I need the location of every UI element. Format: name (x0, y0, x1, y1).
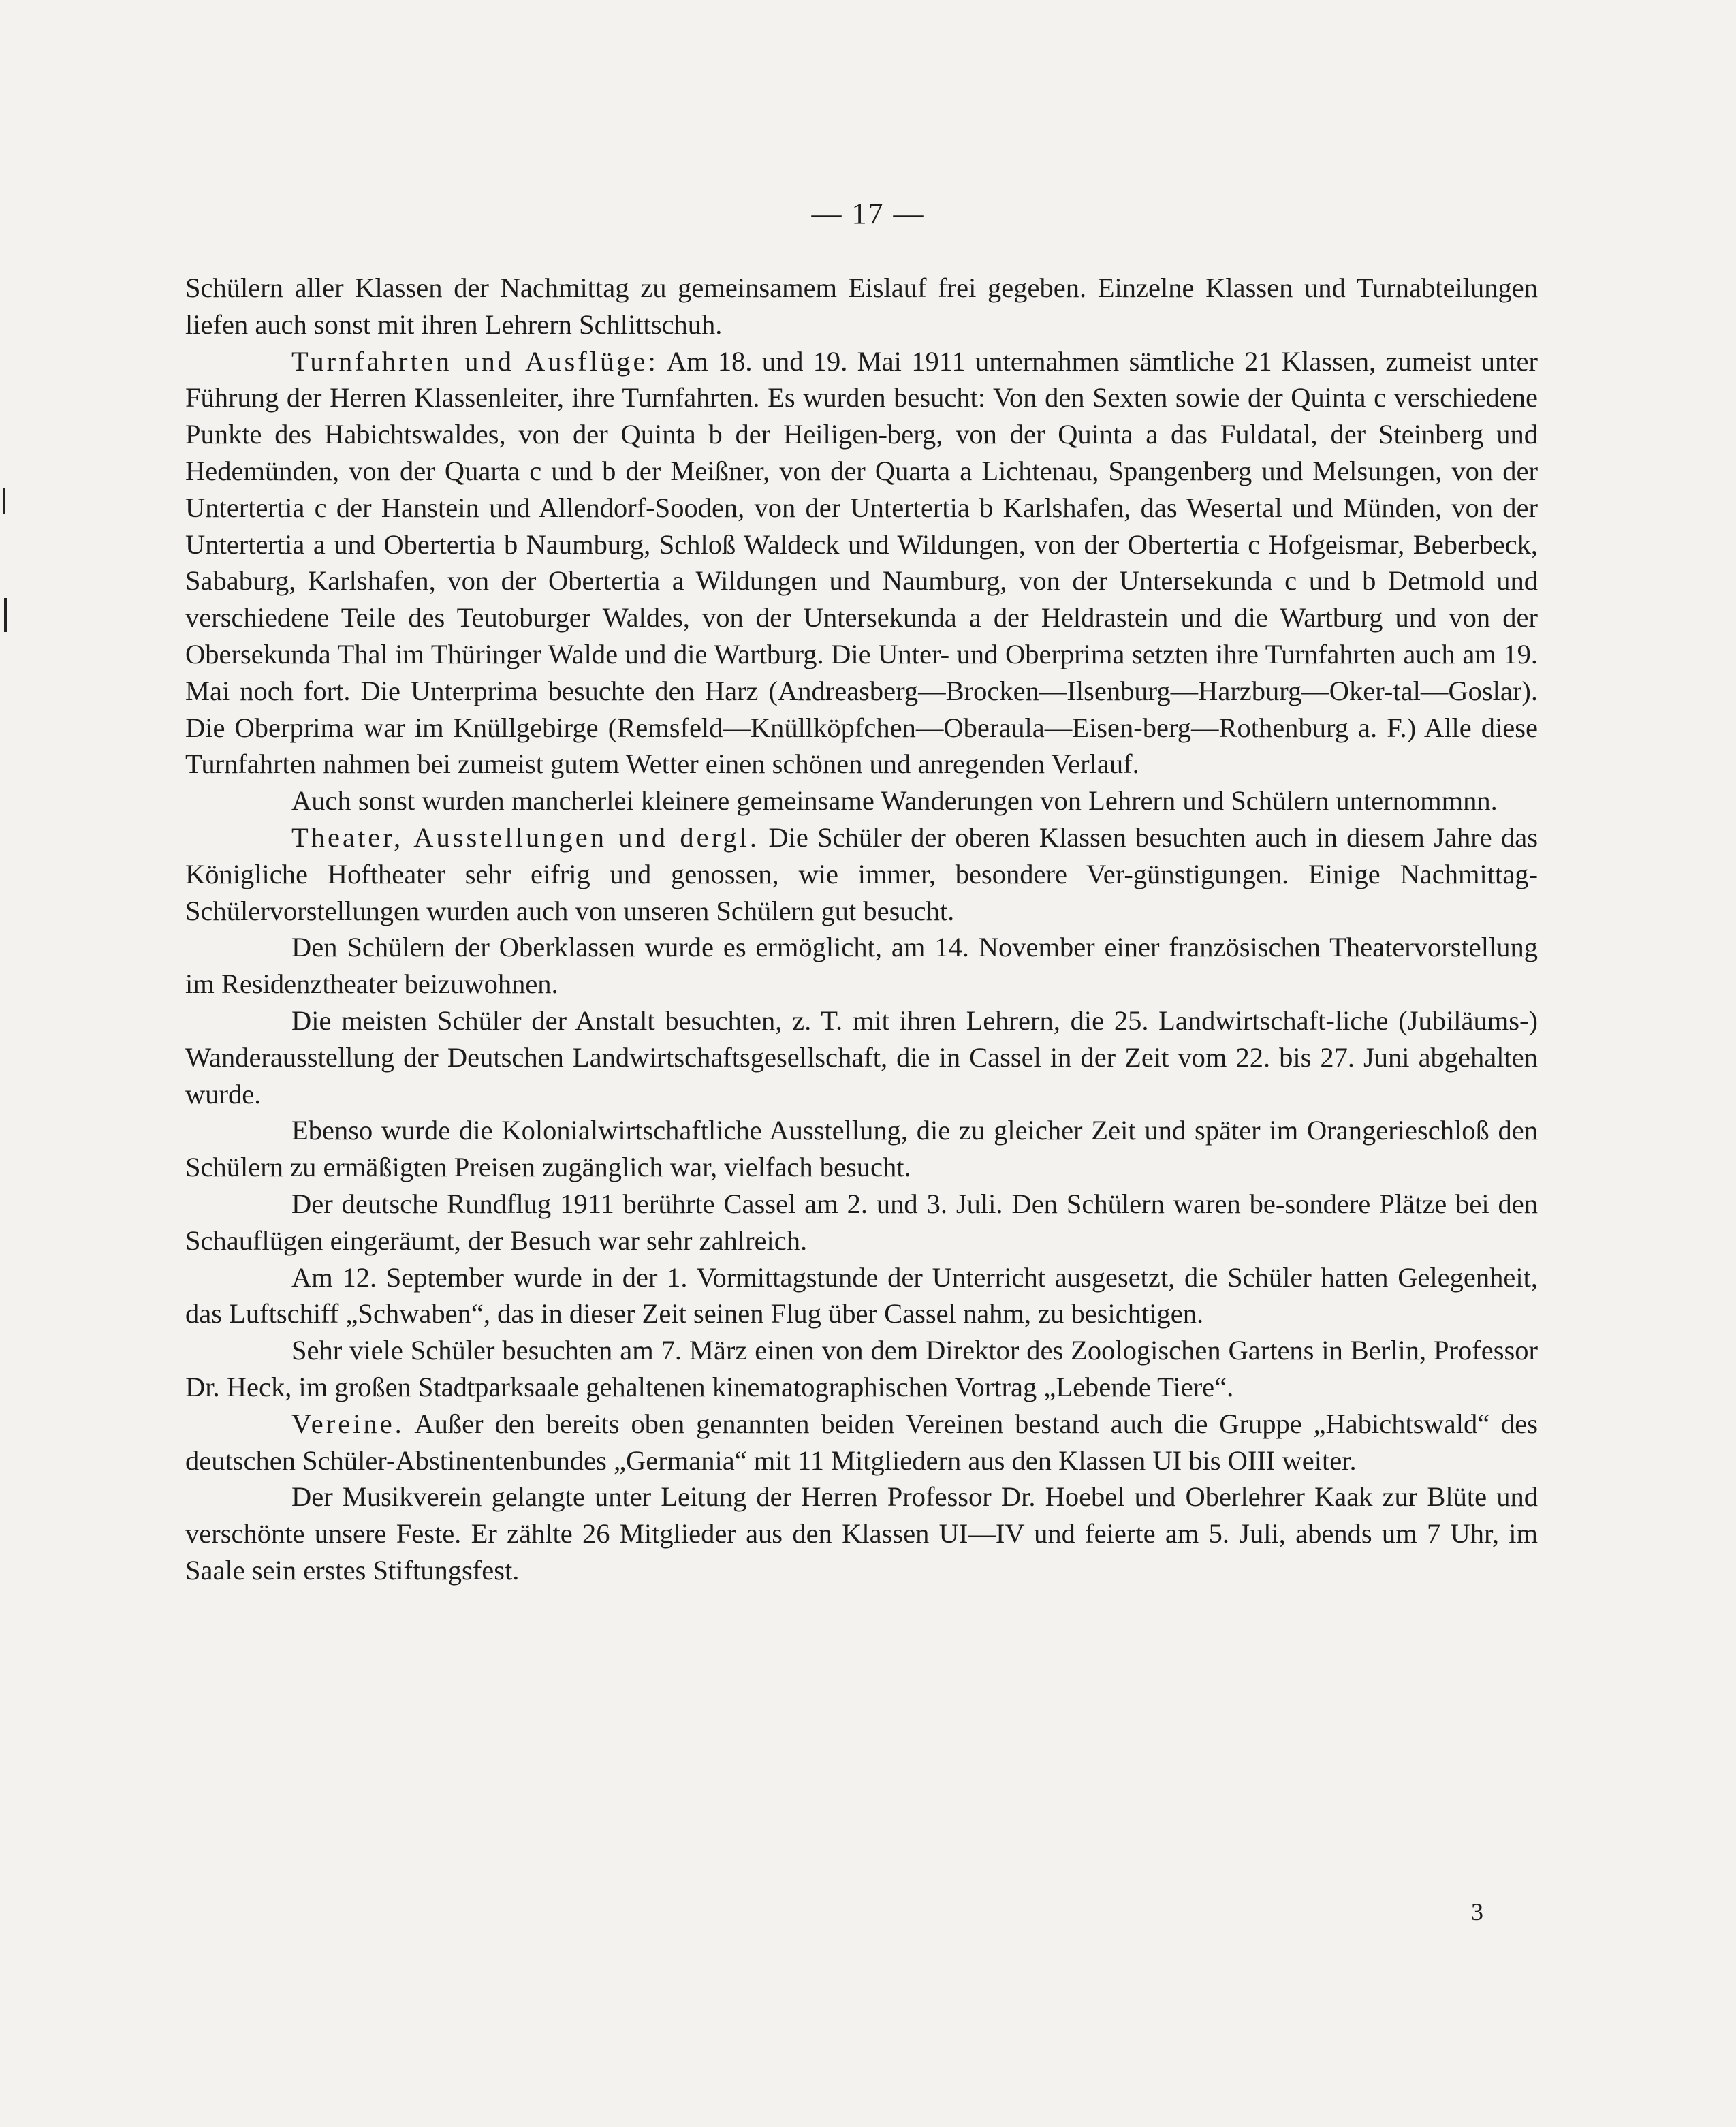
paragraph-eislauf (185, 270, 1538, 343)
paragraph-wanderungen (185, 783, 1538, 819)
section-heading: Turnfahrten und Ausflüge: (291, 345, 659, 377)
paragraph-text: Sehr viele Schüler besuchten am 7. März einen von dem Direktor des Zoologischen Gartens in Berlin, Professor Dr. Heck, im großen Stadtparksaale gehaltenen kinematographischen Vortrag „Lebende Tiere“. (185, 1335, 1538, 1402)
section-heading: Theater, Ausstellungen und dergl. (291, 821, 759, 853)
paragraph-text: Auch sonst wurden mancherlei kleinere gemeinsame Wanderungen von Lehrern und Schülern unternommnn. (291, 785, 1498, 817)
margin-mark (4, 598, 7, 632)
section-heading: Vereine. (291, 1408, 405, 1439)
page-number: — 17 — (811, 197, 925, 230)
paragraph-text: Der deutsche Rundflug 1911 berührte Cassel am 2. und 3. Juli. Den Schülern waren be-sondere Plätze bei den Schauflügen eingeräumt, der Besuch war sehr zahlreich. (185, 1188, 1538, 1256)
paragraph-landwirtschaft (185, 1003, 1538, 1112)
paragraph-text: Schülern aller Klassen der Nachmittag zu gemeinsamem Eislauf frei gegeben. Einzelne Klassen und Turnabteilungen liefen auch sonst mit ihren Lehrern Schlittschuh. (185, 272, 1538, 340)
paragraph-vortrag (185, 1332, 1538, 1406)
paragraph-text: Den Schülern der Oberklassen wurde es ermöglicht, am 14. November einer französischen Theatervorstellung im Residenztheater beizuwohnen. (185, 932, 1538, 1000)
margin-mark (3, 488, 5, 514)
paragraph-kolonial (185, 1112, 1538, 1186)
paragraph-franzoesisches-theater (185, 929, 1538, 1003)
paragraph-text: Außer den bereits oben genannten beiden Vereinen bestand auch die Gruppe „Habichtswald“ des deutschen Schüler-Abstinentenbundes „Germania“ mit 11 Mitgliedern aus den Klassen UI bis OIII weiter. (185, 1408, 1538, 1476)
signature-mark: 3 (1471, 1898, 1483, 1925)
paragraph-text: Ebenso wurde die Kolonialwirtschaftliche Ausstellung, die zu gleicher Zeit und später im Orangerieschloß den Schülern zu ermäßigten Preisen zugänglich war, vielfach besucht. (185, 1115, 1538, 1183)
paragraph-musikverein (185, 1479, 1538, 1588)
body-text (185, 270, 1538, 1589)
paragraph-rundflug (185, 1186, 1538, 1259)
paragraph-vereine (185, 1406, 1538, 1479)
paragraph-text: Der Musikverein gelangte unter Leitung der Herren Professor Dr. Hoebel und Oberlehrer Kaak zur Blüte und verschönte unsere Feste. Er zählte 26 Mitglieder aus den Klassen UI—IV und feierte am 5. Juli, abends um 7 Uhr, im Saale sein erstes Stiftungsfest. (185, 1481, 1538, 1586)
paragraph-text: Am 18. und 19. Mai 1911 unternahmen sämtliche 21 Klassen, zumeist unter Führung der Herren Klassenleiter, ihre Turnfahrten. Es wurden besucht: Von den Sexten sowie der Quinta c verschiedene Punkte des Habichtswaldes, von der Quinta b der Heiligen-berg, von der Quinta a das Fuldatal, der Steinberg und Hedemünden, von der Quarta c und b der Meißner, von der Quarta a Lichtenau, Spangenberg und Melsungen, von der Untertertia c der Hanstein und Allendorf-Sooden, von der Untertertia b Karlshafen, das Wesertal und Münden, von der Untertertia a und Obertertia b Naumburg, Schloß Waldeck und Wildungen, von der Obertertia c Hofgeismar, Beberbeck, Sababurg, Karlshafen, von der Obertertia a Wildungen und Naumburg, von der Untersekunda c und b Detmold und verschiedene Teile des Teutoburger Waldes, von der Untersekunda a der Heldrastein und die Wartburg und von der Obersekunda Thal im Thüringer Walde und die Wartburg. Die Unter- und Oberprima setzten ihre Turnfahrten auch am 19. Mai noch fort. Die Unterprima besuchte den Harz (Andreasberg—Brocken—Ilsenburg—Harzburg—Oker-tal—Goslar). Die Oberprima war im Knüllgebirge (Remsfeld—Knüllköpfchen—Oberaula—Eisen-berg—Rothenburg a. F.) Alle diese Turnfahrten nahmen bei zumeist gutem Wetter einen schönen und anregenden Verlauf. (185, 345, 1538, 780)
paragraph-turnfahrten (185, 343, 1538, 783)
paragraph-text: Die meisten Schüler der Anstalt besuchten, z. T. mit ihren Lehrern, die 25. Landwirtschaft-liche (Jubiläums-) Wanderausstellung der Deutschen Landwirtschaftsgesellschaft, die in Cassel in der Zeit vom 22. bis 27. Juni abgehalten wurde. (185, 1005, 1538, 1109)
paragraph-theater (185, 819, 1538, 929)
paragraph-luftschiff (185, 1259, 1538, 1333)
paragraph-text: Die Schüler der oberen Klassen besuchten auch in diesem Jahre das Königliche Hoftheater sehr eifrig und genossen, wie immer, besondere Ver-günstigungen. Einige Nachmittag-Schülervorstellungen wurden auch von unseren Schülern gut besucht. (185, 821, 1538, 926)
paragraph-text: Am 12. September wurde in der 1. Vormittagstunde der Unterricht ausgesetzt, die Schüler hatten Gelegenheit, das Luftschiff „Schwaben“, das in dieser Zeit seinen Flug über Cassel nahm, zu besichtigen. (185, 1261, 1538, 1329)
